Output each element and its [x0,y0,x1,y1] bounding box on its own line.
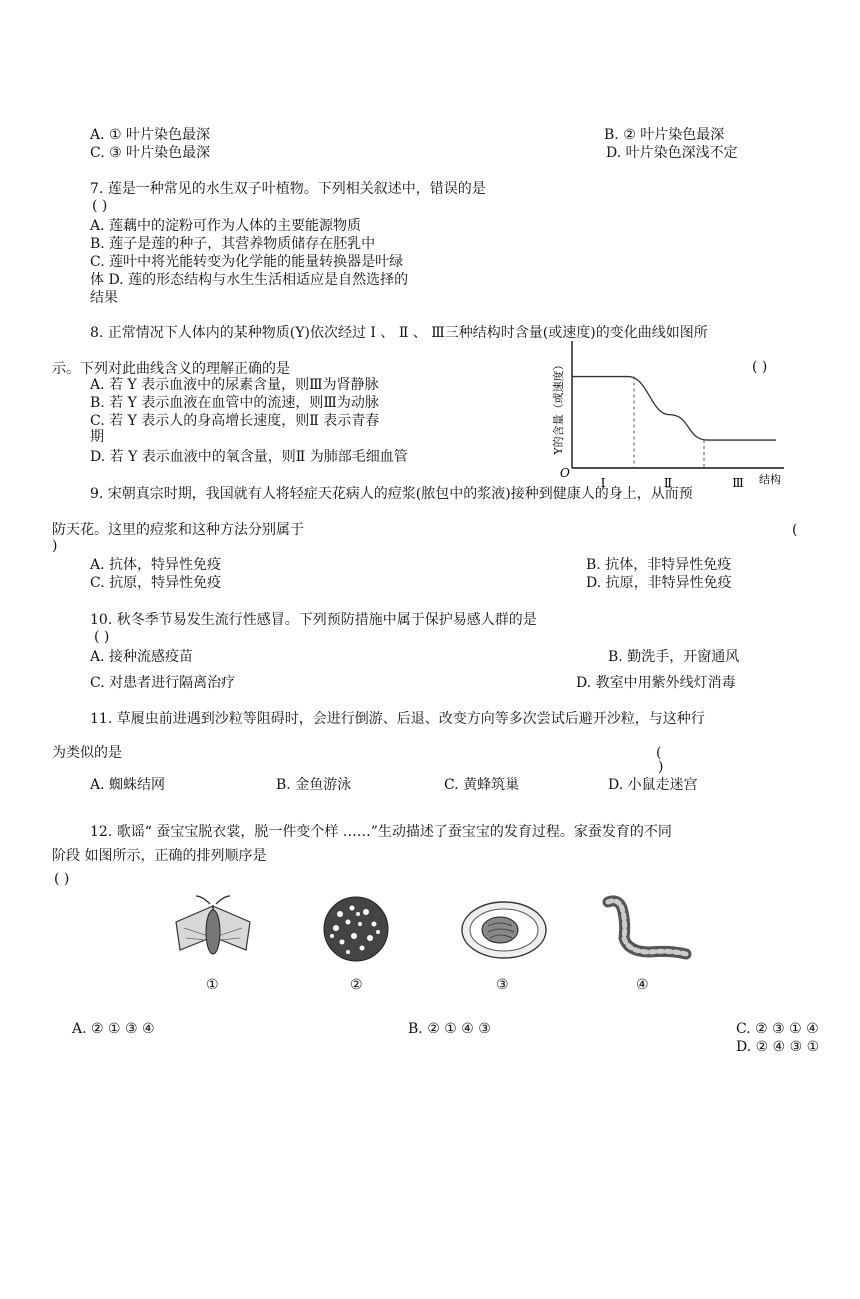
q9-paren-close: ) [52,538,58,554]
q10-stem: 10. 秋冬季节易发生流行性感冒。下列预防措施中属于保护易感人群的是 [90,612,537,628]
q9-option-d: D. 抗原，非特异性免疫 [586,575,732,591]
q12-option-d: D. ② ④ ③ ① [736,1039,820,1055]
q9-option-a: A. 抗体，特异性免疫 [90,557,222,573]
q11-paren-close: ) [658,759,664,775]
q7-option-b: B. 莲子是莲的种子，其营养物质储存在胚乳中 [90,236,376,252]
x-tick-2: Ⅱ [663,476,673,490]
q6-option-c: C. ③ 叶片染色最深 [90,145,211,161]
q7-stem: 7. 莲是一种常见的水生双子叶植物。下列相关叙述中，错误的是 [90,181,486,197]
q8-option-a: A. 若 Y 表示血液中的尿素含量，则Ⅲ为肾静脉 [90,377,379,393]
q9-stem-cont: 防天花。这里的痘浆和这种方法分别属于 [52,522,304,538]
q6-option-b: B. ② 叶片染色最深 [604,127,725,143]
q8-curve-chart [548,335,788,490]
egg-figure [318,894,394,964]
y-axis-label: Y的含量（或速度） [552,359,565,455]
q8-answer-paren: ( ) [752,359,768,375]
q7-option-c: C. 莲叶中将光能转变为化学能的能量转换器是叶绿 [90,254,404,270]
q8-option-d: D. 若 Y 表示血液中的氧含量，则Ⅱ 为肺部毛细血管 [90,449,408,465]
q7-answer-paren: ( ) [92,198,108,214]
q7-option-d-cont: 结果 [90,290,118,306]
moth-figure [170,892,256,964]
q11-option-b: B. 金鱼游泳 [276,777,352,793]
q10-option-b: B. 勤洗手，开窗通风 [608,649,740,665]
q12-stem: 12. 歌谣“ 蚕宝宝脱衣裳，脱一件变个样 ……”生动描述了蚕宝宝的发育过程。家蚕发育的不同 [90,824,672,840]
q6-option-a: A. ① 叶片染色最深 [90,127,211,143]
q8-stem: 8. 正常情况下人体内的某种物质(Y)依次经过 Ⅰ 、 Ⅱ 、 Ⅲ三种结构时含量(或速度)的变化曲线如图所 [90,325,708,341]
q9-paren-open: ( [792,522,798,538]
q12-option-b: B. ② ① ④ ③ [408,1021,491,1037]
q9-stem: 9. 宋朝真宗时期，我国就有人将轻症天花病人的痘浆(脓包中的浆液)接种到健康人的身上，从而预 [90,486,693,502]
q12-answer-paren: ( ) [54,871,70,887]
x-tick-1: Ⅰ [600,476,606,490]
q6-option-d: D. 叶片染色深浅不定 [606,145,738,161]
q11-option-a: A. 蜘蛛结网 [90,777,166,793]
q8-option-c-cont: 期 [90,429,104,445]
q10-option-a: A. 接种流感疫苗 [90,649,194,665]
q12-option-c: C. ② ③ ① ④ [736,1021,819,1037]
q10-option-c: C. 对患者进行隔离治疗 [90,675,236,691]
q11-paren-open: ( [656,745,662,761]
x-axis-label: 结构 [759,473,781,486]
figure-label-2: ② [350,977,363,993]
figure-label-1: ① [206,977,219,993]
q12-option-a: A. ② ① ③ ④ [72,1021,155,1037]
q11-option-c: C. 黄蜂筑巢 [444,777,520,793]
figure-label-4: ④ [636,977,649,993]
x-tick-3: Ⅲ [732,476,744,490]
q11-stem-cont: 为类似的是 [52,745,122,761]
q8-stem-cont: 示。下列对此曲线含义的理解正确的是 [52,361,290,377]
q10-answer-paren: ( ) [94,629,110,645]
q8-option-b: B. 若 Y 表示血液在血管中的流速，则Ⅲ为动脉 [90,395,379,411]
q7-option-d: 体 D. 莲的形态结构与水生生活相适应是自然选择的 [90,272,409,288]
q11-stem: 11. 草履虫前进遇到沙粒等阻碍时，会进行倒游、后退、改变方向等多次尝试后避开沙粒，与这种行 [90,711,705,727]
larva-figure [598,894,694,966]
q9-option-b: B. 抗体，非特异性免疫 [586,557,732,573]
figure-label-3: ③ [496,977,509,993]
series-line [572,377,776,441]
q8-option-c: C. 若 Y 表示人的身高增长速度，则Ⅱ 表示青春 [90,413,380,429]
q12-stem-cont: 阶段 如图所示，正确的排列顺序是 [52,848,267,864]
q10-option-d: D. 教室中用紫外线灯消毒 [576,675,736,691]
cocoon-figure [458,898,550,962]
q11-option-d: D. 小鼠走迷宫 [608,777,698,793]
q7-option-a: A. 莲藕中的淀粉可作为人体的主要能源物质 [90,218,362,234]
q9-option-c: C. 抗原，特异性免疫 [90,575,222,591]
origin-label: O [560,466,570,480]
